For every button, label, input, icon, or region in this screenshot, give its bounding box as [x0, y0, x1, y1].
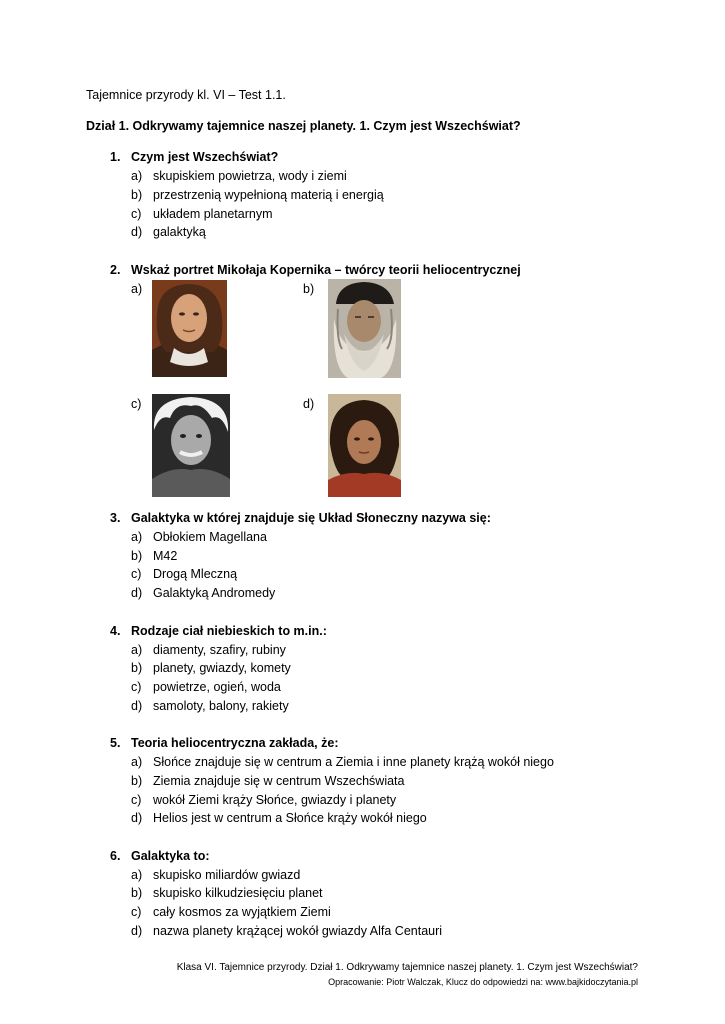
option-letter: c) [131, 207, 142, 221]
option-text: samoloty, balony, rakiety [153, 699, 289, 713]
option-text: powietrze, ogień, woda [153, 680, 281, 694]
question-number: 3. [110, 511, 121, 525]
option-letter: b) [131, 661, 143, 675]
portrait-einstein[interactable] [152, 394, 230, 497]
option-text: skupisko kilkudziesięciu planet [153, 886, 323, 900]
option-text: planety, gwiazdy, komety [153, 661, 291, 675]
option-letter: b) [131, 886, 143, 900]
option-text: układem planetarnym [153, 207, 273, 221]
option-text: przestrzenią wypełnioną materią i energią [153, 188, 384, 202]
question-number: 2. [110, 263, 121, 277]
portrait-leonardo[interactable] [328, 279, 401, 378]
option-letter: a) [131, 169, 143, 183]
option-letter: b) [131, 188, 143, 202]
question-number: 5. [110, 736, 121, 750]
option-letter: d) [131, 225, 143, 239]
option-letter: b) [131, 774, 143, 788]
footer-line-1: Klasa VI. Tajemnice przyrody. Dział 1. Odkrywamy tajemnice naszej planety. 1. Czym jest Wszechświat? [176, 962, 638, 973]
option-letter: a) [131, 530, 143, 544]
question-number: 4. [110, 624, 121, 638]
option-letter: b) [303, 282, 315, 296]
option-text: Słońce znajduje się w centrum a Ziemia i inne planety krążą wokół niego [153, 755, 554, 769]
question-text: Czym jest Wszechświat? [131, 150, 279, 164]
option-letter: a) [131, 868, 143, 882]
option-text: Ziemia znajduje się w centrum Wszechświata [153, 774, 405, 788]
option-letter: d) [131, 811, 143, 825]
question-text: Galaktyka to: [131, 849, 210, 863]
option-text: Obłokiem Magellana [153, 530, 267, 544]
question-number: 1. [110, 150, 121, 164]
question-text: Galaktyka w której znajduje się Układ Słoneczny nazywa się: [131, 511, 491, 525]
footer-line-2: Opracowanie: Piotr Walczak, Klucz do odpowiedzi na: www.bajkidoczytania.pl [328, 977, 638, 987]
option-text: M42 [153, 549, 178, 563]
option-text: skupiskiem powietrza, wody i ziemi [153, 169, 347, 183]
option-text: Drogą Mleczną [153, 567, 238, 581]
option-letter: d) [303, 397, 315, 411]
option-text: Helios jest w centrum a Słońce krąży wokół niego [153, 811, 427, 825]
option-text: nazwa planety krążącej wokół gwiazdy Alfa Centauri [153, 924, 443, 938]
option-letter: d) [131, 924, 143, 938]
option-letter: c) [131, 905, 142, 919]
option-letter: c) [131, 397, 142, 411]
option-text: Galaktyką Andromedy [153, 586, 276, 600]
option-letter: d) [131, 586, 143, 600]
section-title: Dział 1. Odkrywamy tajemnice naszej planety. 1. Czym jest Wszechświat? [86, 119, 521, 133]
portrait-copernicus[interactable] [328, 394, 401, 497]
option-letter: a) [131, 643, 143, 657]
portrait-pascal[interactable] [152, 280, 227, 377]
option-letter: c) [131, 793, 142, 807]
page-header: Tajemnice przyrody kl. VI – Test 1.1. [86, 88, 286, 102]
option-letter: c) [131, 680, 142, 694]
option-letter: a) [131, 755, 143, 769]
option-text: wokół Ziemi krąży Słońce, gwiazdy i planety [153, 793, 397, 807]
option-text: cały kosmos za wyjątkiem Ziemi [153, 905, 331, 919]
option-text: skupisko miliardów gwiazd [153, 868, 301, 882]
question-text: Wskaż portret Mikołaja Kopernika – twórcy teorii heliocentrycznej [131, 263, 521, 277]
option-letter: d) [131, 699, 143, 713]
question-text: Rodzaje ciał niebieskich to m.in.: [131, 624, 327, 638]
option-letter: c) [131, 567, 142, 581]
question-number: 6. [110, 849, 121, 863]
option-text: diamenty, szafiry, rubiny [153, 643, 286, 657]
option-text: galaktyką [153, 225, 206, 239]
option-letter: a) [131, 282, 143, 296]
option-letter: b) [131, 549, 143, 563]
question-text: Teoria heliocentryczna zakłada, że: [131, 736, 339, 750]
